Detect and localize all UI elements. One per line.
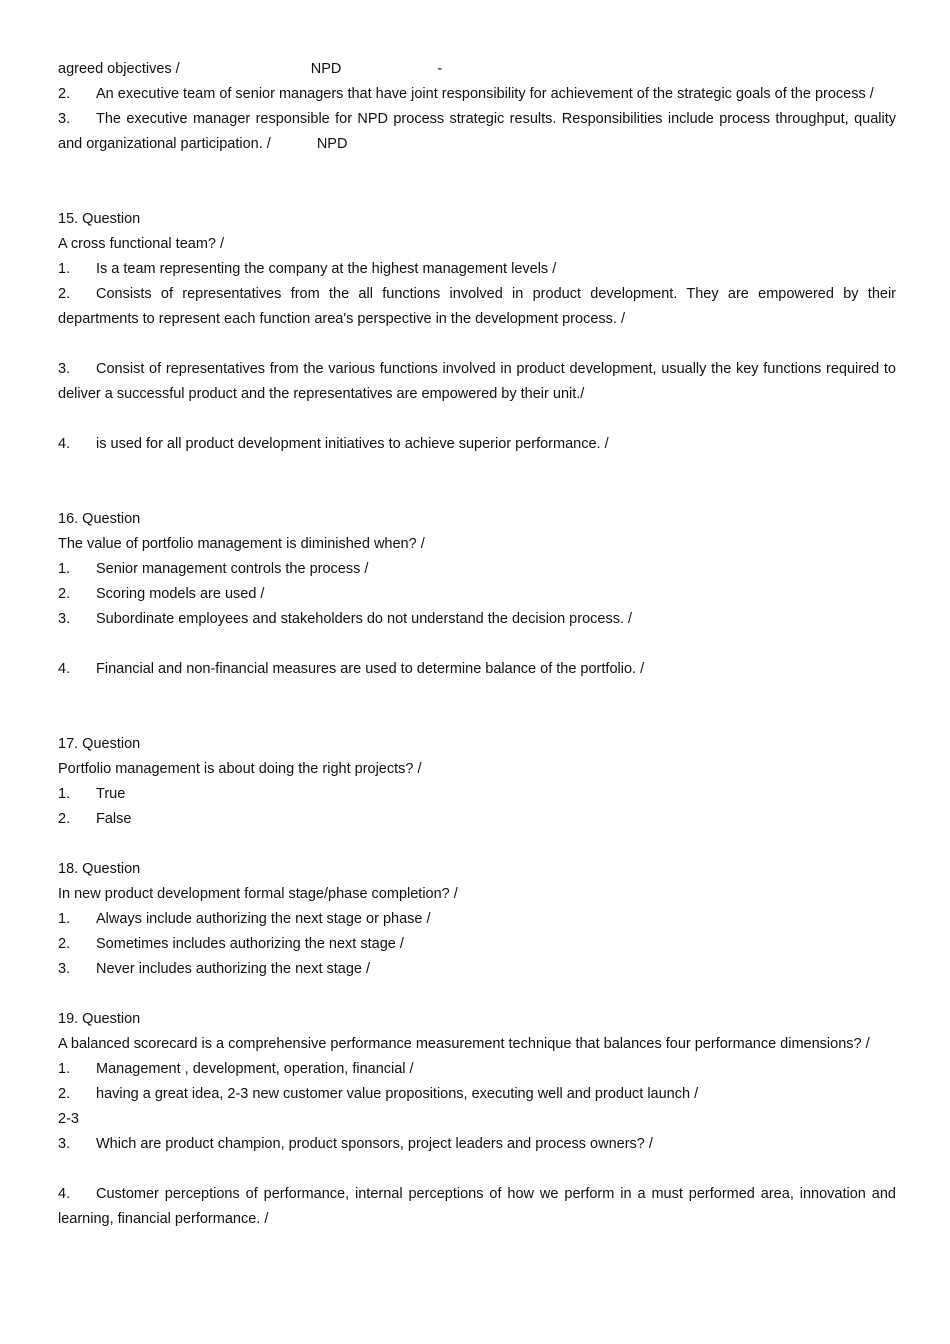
question-title: 19. Question bbox=[58, 1011, 141, 1027]
question-prompt: In new product development formal stage/phase completion? / bbox=[58, 886, 458, 902]
option-item: 1. Senior management controls the process / bbox=[58, 561, 369, 577]
question-16 bbox=[58, 507, 896, 682]
intro-item-3: 3. The executive manager responsible for NPD process strategic results. Responsibilities include process throughput, quality and organizational participation. / NPD bbox=[58, 111, 896, 152]
option-item: 1. Always include authorizing the next stage or phase / bbox=[58, 911, 431, 927]
option-item: 4. is used for all product development initiatives to achieve superior performance. / bbox=[58, 436, 609, 452]
option-item: 2. False bbox=[58, 811, 132, 827]
question-prompt: A cross functional team? / bbox=[58, 236, 225, 252]
option-item: 4. Financial and non-financial measures are used to determine balance of the portfolio. / bbox=[58, 661, 645, 677]
question-17 bbox=[58, 732, 896, 832]
option-item: 4. Customer perceptions of performance, internal perceptions of how we perform in a must performed area, innovation and learning, financial performance. / bbox=[58, 1186, 896, 1227]
question-prompt: A balanced scorecard is a comprehensive performance measurement technique that balances four performance dimensions? / bbox=[58, 1036, 870, 1052]
intro-item-2: 2. An executive team of senior managers that have joint responsibility for achievement of the strategic goals of the process / bbox=[58, 86, 874, 102]
question-18 bbox=[58, 857, 896, 982]
question-15 bbox=[58, 207, 896, 457]
option-item: 2. Scoring models are used / bbox=[58, 586, 265, 602]
option-item: 1. True bbox=[58, 786, 126, 802]
intro-line-1 bbox=[58, 57, 896, 82]
option-item: 2. having a great idea, 2-3 new customer value propositions, executing well and product launch / bbox=[58, 1086, 699, 1102]
option-item: 3. Which are product champion, product sponsors, project leaders and process owners? / bbox=[58, 1136, 653, 1152]
option-item: 3. Consist of representatives from the various functions involved in product development, usually the key functions required to deliver a successful product and the representatives are empowered by their unit./ bbox=[58, 361, 896, 402]
option-item: 3. Subordinate employees and stakeholders do not understand the decision process. / bbox=[58, 611, 633, 627]
question-19 bbox=[58, 1007, 896, 1232]
question-title: 15. Question bbox=[58, 211, 141, 227]
question-title: 18. Question bbox=[58, 861, 141, 877]
option-item: 1. Is a team representing the company at the highest management levels / bbox=[58, 261, 557, 277]
question-title: 17. Question bbox=[58, 736, 141, 752]
option-item: 3. Never includes authorizing the next stage / bbox=[58, 961, 371, 977]
intro-text-a: agreed objectives / bbox=[58, 61, 180, 77]
question-prompt: Portfolio management is about doing the right projects? / bbox=[58, 761, 422, 777]
option-item: 2. Consists of representatives from the all functions involved in product development. They are empowered by their departments to represent each function area's perspective in the development process. / bbox=[58, 286, 896, 327]
intro-text-npd: NPD bbox=[310, 61, 342, 77]
question-title: 16. Question bbox=[58, 511, 141, 527]
document-page bbox=[58, 57, 896, 1232]
option-item: 2. Sometimes includes authorizing the next stage / bbox=[58, 936, 404, 952]
intro-text-dash: - bbox=[437, 61, 443, 77]
option-item: 1. Management , development, operation, financial / bbox=[58, 1061, 414, 1077]
question-prompt: The value of portfolio management is diminished when? / bbox=[58, 536, 425, 552]
option-note: 2-3 bbox=[58, 1111, 79, 1127]
